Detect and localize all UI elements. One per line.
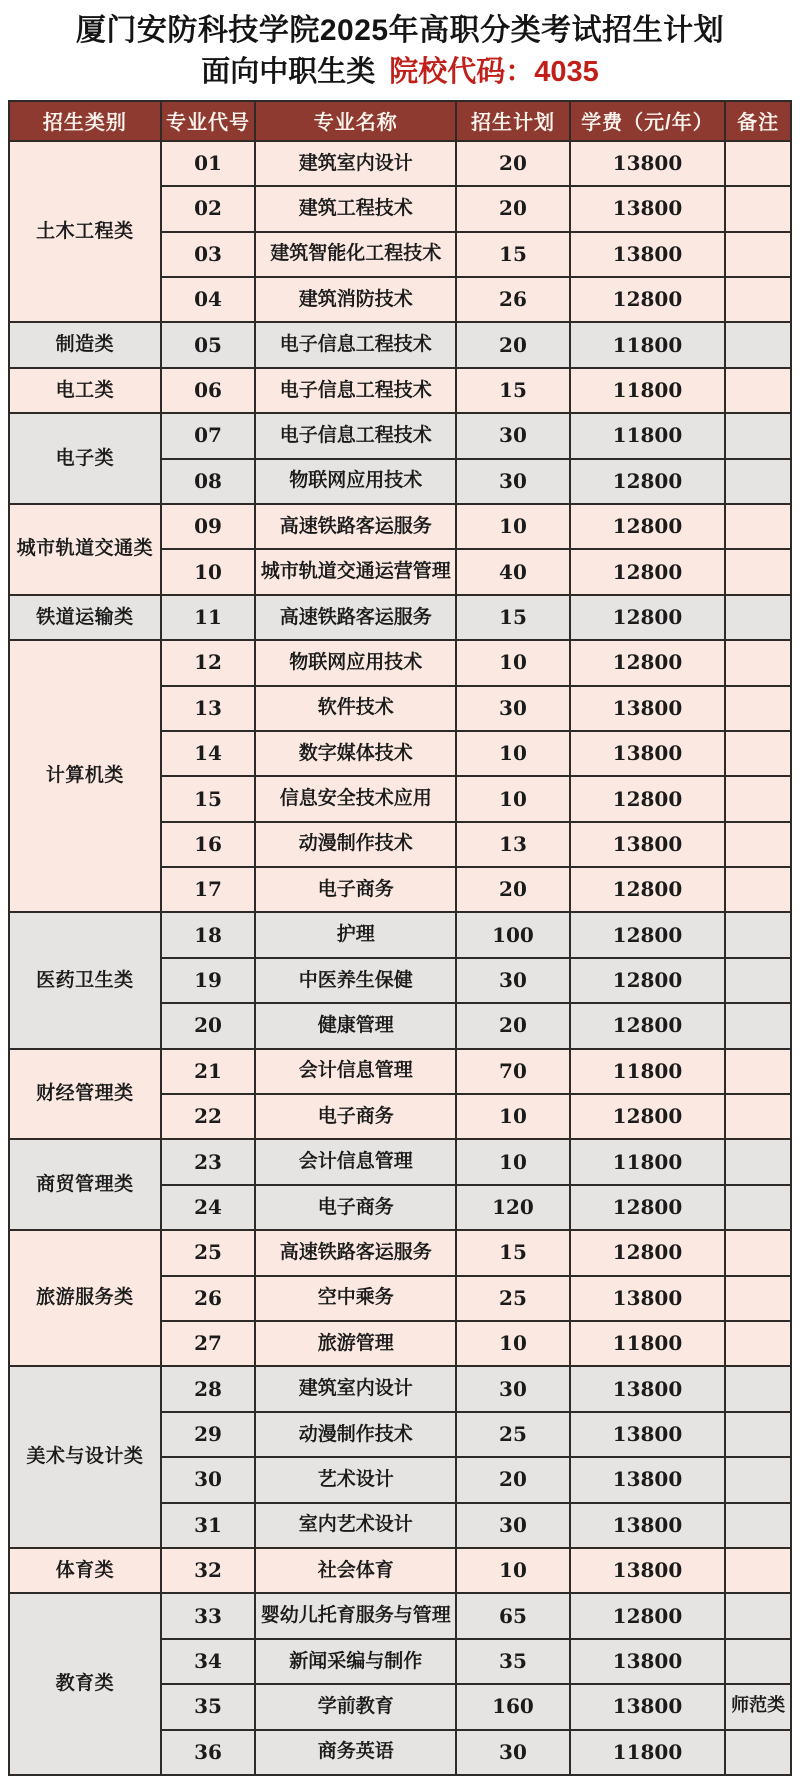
school-code: 院校代码：4035 <box>389 55 599 88</box>
table-row <box>9 912 791 957</box>
table-row <box>9 1049 791 1094</box>
tuition-cell: 13800 <box>570 1276 726 1321</box>
note-cell <box>725 867 791 912</box>
tuition-cell: 11800 <box>570 1139 726 1184</box>
tuition-cell: 12800 <box>570 504 726 549</box>
tuition-cell: 12800 <box>570 1094 726 1139</box>
col-header-note: 备注 <box>725 101 791 141</box>
major-name-cell: 高速铁路客运服务 <box>255 1230 456 1275</box>
major-code-cell: 34 <box>161 1639 256 1684</box>
note-cell <box>725 1639 791 1684</box>
tuition-cell: 13800 <box>570 1639 726 1684</box>
table-row <box>9 368 791 413</box>
major-code-cell: 20 <box>161 1003 256 1048</box>
tuition-cell: 12800 <box>570 958 726 1003</box>
tuition-cell: 11800 <box>570 1049 726 1094</box>
major-name-cell: 建筑室内设计 <box>255 1366 456 1411</box>
major-code-cell: 26 <box>161 1276 256 1321</box>
plan-count-cell: 10 <box>456 504 569 549</box>
page-title: 厦门安防科技学院2025年高职分类考试招生计划 <box>75 14 725 47</box>
note-cell <box>725 822 791 867</box>
category-cell: 电子类 <box>9 413 161 504</box>
table-row <box>9 1366 791 1411</box>
major-name-cell: 信息安全技术应用 <box>255 776 456 821</box>
major-code-cell: 17 <box>161 867 256 912</box>
major-name-cell: 电子信息工程技术 <box>255 322 456 367</box>
note-cell <box>725 1185 791 1230</box>
major-code-cell: 11 <box>161 595 256 640</box>
plan-count-cell: 15 <box>456 368 569 413</box>
major-name-cell: 商务英语 <box>255 1730 456 1775</box>
tuition-cell: 12800 <box>570 595 726 640</box>
note-cell: 师范类 <box>725 1684 791 1729</box>
tuition-cell: 12800 <box>570 1230 726 1275</box>
major-code-cell: 06 <box>161 368 256 413</box>
major-name-cell: 物联网应用技术 <box>255 459 456 504</box>
major-code-cell: 22 <box>161 1094 256 1139</box>
tuition-cell: 11800 <box>570 368 726 413</box>
major-code-cell: 05 <box>161 322 256 367</box>
major-name-cell: 电子信息工程技术 <box>255 368 456 413</box>
major-name-cell: 建筑工程技术 <box>255 186 456 231</box>
major-name-cell: 电子商务 <box>255 1094 456 1139</box>
plan-count-cell: 30 <box>456 1730 569 1775</box>
major-name-cell: 护理 <box>255 912 456 957</box>
major-name-cell: 动漫制作技术 <box>255 822 456 867</box>
tuition-cell: 13800 <box>570 1412 726 1457</box>
major-code-cell: 04 <box>161 277 256 322</box>
major-name-cell: 建筑消防技术 <box>255 277 456 322</box>
plan-count-cell: 20 <box>456 322 569 367</box>
note-cell <box>725 1003 791 1048</box>
plan-count-cell: 40 <box>456 549 569 594</box>
major-code-cell: 16 <box>161 822 256 867</box>
plan-count-cell: 120 <box>456 1185 569 1230</box>
plan-count-cell: 10 <box>456 1139 569 1184</box>
plan-count-cell: 10 <box>456 1548 569 1593</box>
table-row <box>9 1230 791 1275</box>
major-code-cell: 31 <box>161 1503 256 1548</box>
tuition-cell: 13800 <box>570 1503 726 1548</box>
major-code-cell: 30 <box>161 1457 256 1502</box>
tuition-cell: 13800 <box>570 141 726 186</box>
plan-count-cell: 70 <box>456 1049 569 1094</box>
major-code-cell: 15 <box>161 776 256 821</box>
major-name-cell: 会计信息管理 <box>255 1139 456 1184</box>
note-cell <box>725 141 791 186</box>
major-name-cell: 电子商务 <box>255 1185 456 1230</box>
tuition-cell: 13800 <box>570 731 726 776</box>
category-cell: 旅游服务类 <box>9 1230 161 1366</box>
major-code-cell: 03 <box>161 232 256 277</box>
note-cell <box>725 731 791 776</box>
major-code-cell: 29 <box>161 1412 256 1457</box>
major-code-cell: 21 <box>161 1049 256 1094</box>
note-cell <box>725 776 791 821</box>
tuition-cell: 12800 <box>570 640 726 685</box>
table-row <box>9 640 791 685</box>
note-cell <box>725 459 791 504</box>
col-header-category: 招生类别 <box>9 101 161 141</box>
plan-count-cell: 20 <box>456 186 569 231</box>
plan-count-cell: 20 <box>456 141 569 186</box>
major-name-cell: 新闻采编与制作 <box>255 1639 456 1684</box>
tuition-cell: 12800 <box>570 549 726 594</box>
plan-count-cell: 10 <box>456 1321 569 1366</box>
plan-count-cell: 25 <box>456 1276 569 1321</box>
major-name-cell: 学前教育 <box>255 1684 456 1729</box>
plan-count-cell: 100 <box>456 912 569 957</box>
category-cell: 计算机类 <box>9 640 161 912</box>
major-name-cell: 电子商务 <box>255 867 456 912</box>
major-name-cell: 建筑智能化工程技术 <box>255 232 456 277</box>
note-cell <box>725 1049 791 1094</box>
col-header-plan: 招生计划 <box>456 101 569 141</box>
major-name-cell: 艺术设计 <box>255 1457 456 1502</box>
major-name-cell: 高速铁路客运服务 <box>255 595 456 640</box>
category-cell: 美术与设计类 <box>9 1366 161 1548</box>
table-body <box>9 141 791 1775</box>
note-cell <box>725 413 791 458</box>
tuition-cell: 13800 <box>570 1457 726 1502</box>
tuition-cell: 12800 <box>570 459 726 504</box>
major-code-cell: 01 <box>161 141 256 186</box>
tuition-cell: 13800 <box>570 1548 726 1593</box>
major-code-cell: 28 <box>161 1366 256 1411</box>
note-cell <box>725 1730 791 1775</box>
major-code-cell: 08 <box>161 459 256 504</box>
note-cell <box>725 1366 791 1411</box>
note-cell <box>725 322 791 367</box>
tuition-cell: 12800 <box>570 912 726 957</box>
major-name-cell: 会计信息管理 <box>255 1049 456 1094</box>
major-name-cell: 城市轨道交通运营管理 <box>255 549 456 594</box>
note-cell <box>725 504 791 549</box>
note-cell <box>725 595 791 640</box>
plan-count-cell: 30 <box>456 958 569 1003</box>
major-code-cell: 25 <box>161 1230 256 1275</box>
tuition-cell: 13800 <box>570 232 726 277</box>
category-cell: 教育类 <box>9 1593 161 1775</box>
note-cell <box>725 368 791 413</box>
plan-count-cell: 30 <box>456 413 569 458</box>
plan-count-cell: 65 <box>456 1593 569 1638</box>
tuition-cell: 11800 <box>570 413 726 458</box>
note-cell <box>725 1457 791 1502</box>
table-row <box>9 1139 791 1184</box>
plan-count-cell: 35 <box>456 1639 569 1684</box>
note-cell <box>725 1230 791 1275</box>
major-name-cell: 建筑室内设计 <box>255 141 456 186</box>
subtitle-audience: 面向中职生类 <box>201 55 376 88</box>
category-cell: 电工类 <box>9 368 161 413</box>
plan-count-cell: 10 <box>456 776 569 821</box>
category-cell: 医药卫生类 <box>9 912 161 1048</box>
tuition-cell: 12800 <box>570 867 726 912</box>
note-cell <box>725 277 791 322</box>
plan-count-cell: 30 <box>456 459 569 504</box>
note-cell <box>725 1094 791 1139</box>
major-code-cell: 35 <box>161 1684 256 1729</box>
major-name-cell: 空中乘务 <box>255 1276 456 1321</box>
plan-count-cell: 30 <box>456 1366 569 1411</box>
plan-count-cell: 25 <box>456 1412 569 1457</box>
plan-count-cell: 10 <box>456 640 569 685</box>
category-cell: 制造类 <box>9 322 161 367</box>
table-row <box>9 141 791 186</box>
page-subtitle <box>0 56 800 89</box>
major-code-cell: 36 <box>161 1730 256 1775</box>
tuition-cell: 11800 <box>570 322 726 367</box>
note-cell <box>725 186 791 231</box>
tuition-cell: 12800 <box>570 1185 726 1230</box>
note-cell <box>725 232 791 277</box>
note-cell <box>725 1548 791 1593</box>
major-code-cell: 10 <box>161 549 256 594</box>
major-code-cell: 18 <box>161 912 256 957</box>
table-row <box>9 504 791 549</box>
table-header-row <box>9 101 791 141</box>
note-cell <box>725 640 791 685</box>
category-cell: 铁道运输类 <box>9 595 161 640</box>
major-name-cell: 旅游管理 <box>255 1321 456 1366</box>
major-code-cell: 24 <box>161 1185 256 1230</box>
col-header-major-name: 专业名称 <box>255 101 456 141</box>
major-code-cell: 07 <box>161 413 256 458</box>
note-cell <box>725 1412 791 1457</box>
tuition-cell: 11800 <box>570 1730 726 1775</box>
note-cell <box>725 1503 791 1548</box>
major-code-cell: 32 <box>161 1548 256 1593</box>
plan-count-cell: 20 <box>456 867 569 912</box>
category-cell: 土木工程类 <box>9 141 161 323</box>
category-cell: 体育类 <box>9 1548 161 1593</box>
major-code-cell: 23 <box>161 1139 256 1184</box>
major-code-cell: 33 <box>161 1593 256 1638</box>
note-cell <box>725 686 791 731</box>
category-cell: 财经管理类 <box>9 1049 161 1140</box>
table-row <box>9 595 791 640</box>
tuition-cell: 12800 <box>570 1593 726 1638</box>
major-code-cell: 13 <box>161 686 256 731</box>
major-code-cell: 12 <box>161 640 256 685</box>
tuition-cell: 13800 <box>570 1684 726 1729</box>
major-name-cell: 社会体育 <box>255 1548 456 1593</box>
tuition-cell: 12800 <box>570 1003 726 1048</box>
note-cell <box>725 912 791 957</box>
plan-count-cell: 30 <box>456 686 569 731</box>
major-name-cell: 室内艺术设计 <box>255 1503 456 1548</box>
tuition-cell: 13800 <box>570 186 726 231</box>
col-header-major-code: 专业代号 <box>161 101 256 141</box>
plan-count-cell: 20 <box>456 1003 569 1048</box>
note-cell <box>725 549 791 594</box>
plan-count-cell: 30 <box>456 1503 569 1548</box>
major-code-cell: 27 <box>161 1321 256 1366</box>
category-cell: 商贸管理类 <box>9 1139 161 1230</box>
page-header <box>0 0 800 89</box>
major-code-cell: 09 <box>161 504 256 549</box>
plan-count-cell: 10 <box>456 731 569 776</box>
plan-count-cell: 26 <box>456 277 569 322</box>
note-cell <box>725 1139 791 1184</box>
major-name-cell: 电子信息工程技术 <box>255 413 456 458</box>
plan-count-cell: 10 <box>456 1094 569 1139</box>
plan-count-cell: 160 <box>456 1684 569 1729</box>
tuition-cell: 13800 <box>570 822 726 867</box>
col-header-tuition: 学费（元/年） <box>570 101 726 141</box>
plan-count-cell: 15 <box>456 232 569 277</box>
major-code-cell: 14 <box>161 731 256 776</box>
note-cell <box>725 1593 791 1638</box>
table-row <box>9 322 791 367</box>
major-name-cell: 中医养生保健 <box>255 958 456 1003</box>
tuition-cell: 11800 <box>570 1321 726 1366</box>
plan-count-cell: 15 <box>456 595 569 640</box>
enrollment-table <box>8 100 792 1776</box>
tuition-cell: 13800 <box>570 1366 726 1411</box>
note-cell <box>725 1321 791 1366</box>
major-code-cell: 19 <box>161 958 256 1003</box>
note-cell <box>725 1276 791 1321</box>
table-row <box>9 413 791 458</box>
tuition-cell: 12800 <box>570 277 726 322</box>
major-name-cell: 软件技术 <box>255 686 456 731</box>
tuition-cell: 13800 <box>570 686 726 731</box>
plan-count-cell: 15 <box>456 1230 569 1275</box>
category-cell: 城市轨道交通类 <box>9 504 161 595</box>
plan-count-cell: 13 <box>456 822 569 867</box>
table-row <box>9 1593 791 1638</box>
table-row <box>9 1548 791 1593</box>
major-name-cell: 健康管理 <box>255 1003 456 1048</box>
major-name-cell: 数字媒体技术 <box>255 731 456 776</box>
major-code-cell: 02 <box>161 186 256 231</box>
major-name-cell: 物联网应用技术 <box>255 640 456 685</box>
plan-count-cell: 20 <box>456 1457 569 1502</box>
major-name-cell: 动漫制作技术 <box>255 1412 456 1457</box>
major-name-cell: 高速铁路客运服务 <box>255 504 456 549</box>
note-cell <box>725 958 791 1003</box>
major-name-cell: 婴幼儿托育服务与管理 <box>255 1593 456 1638</box>
tuition-cell: 12800 <box>570 776 726 821</box>
